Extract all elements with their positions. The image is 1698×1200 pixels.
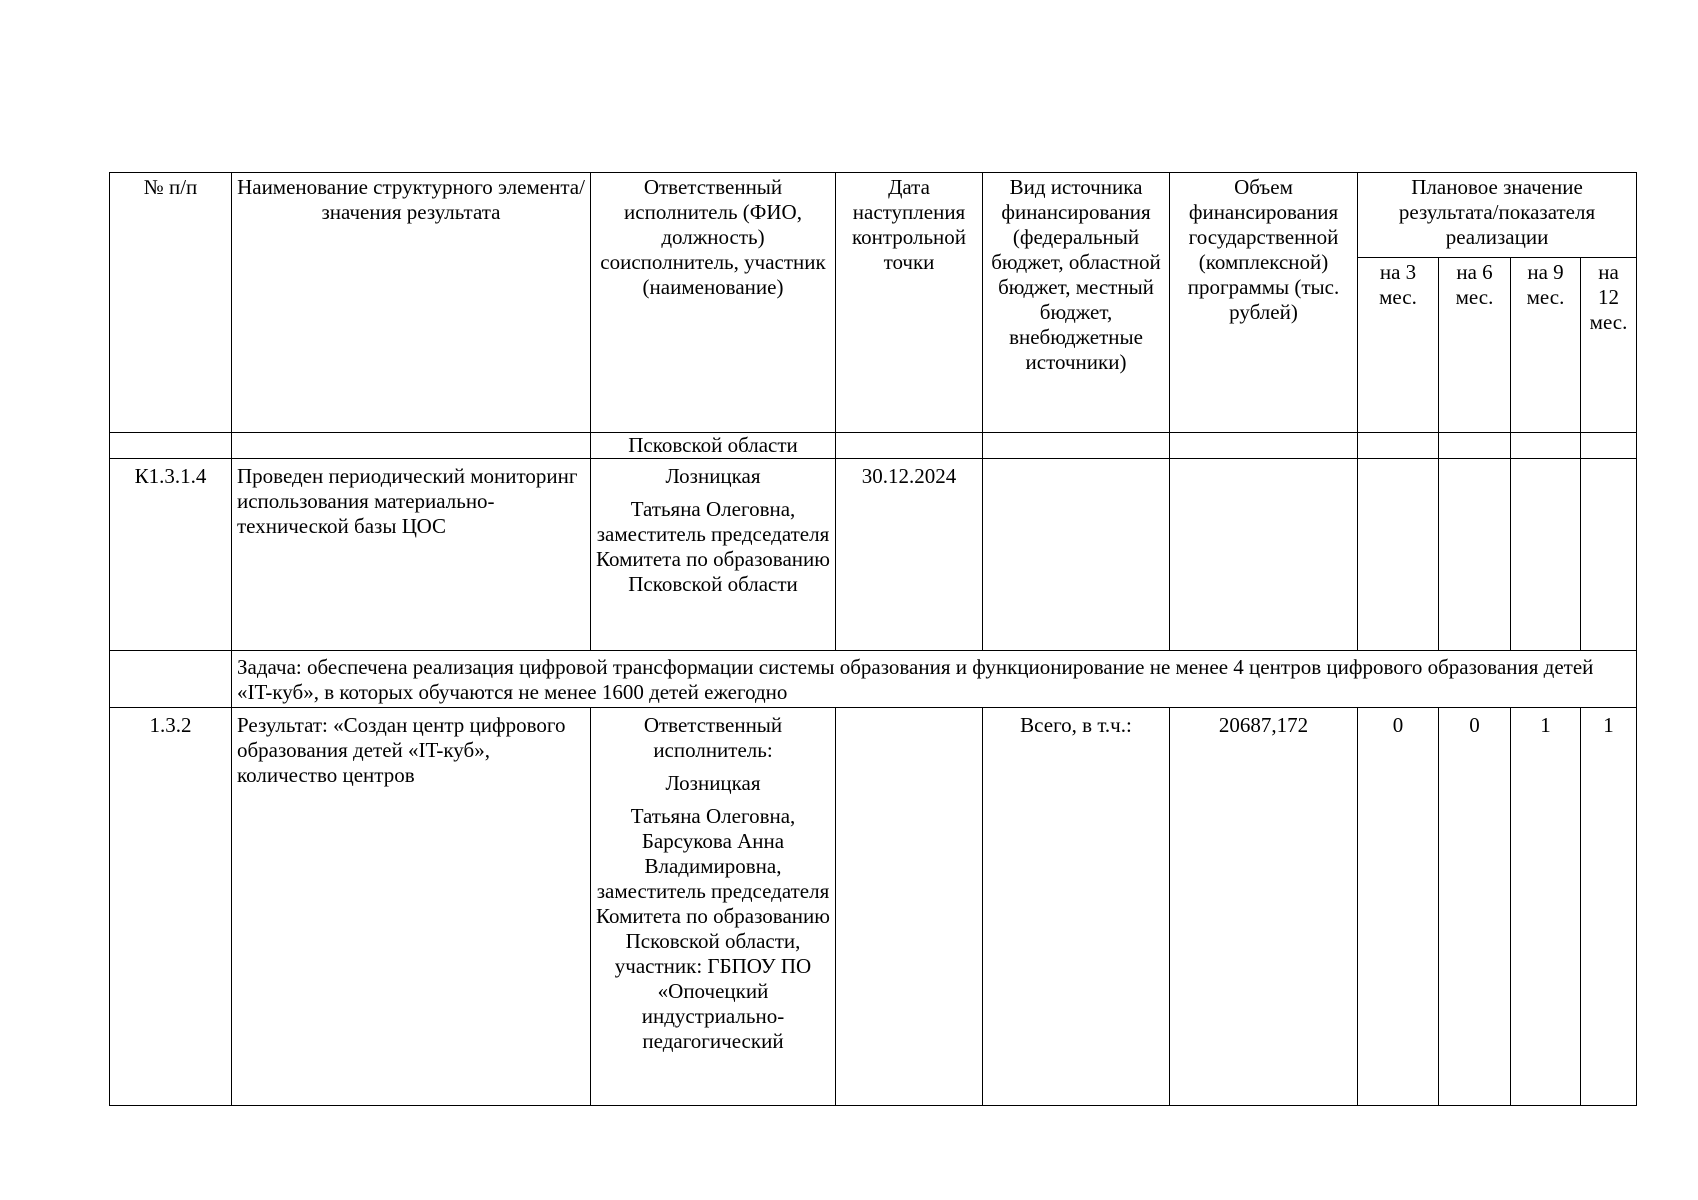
continuation-row — [110, 433, 1637, 459]
header-date: Дата наступления контрольной точки — [836, 173, 983, 433]
cell-empty — [983, 459, 1170, 651]
row-number: К1.3.1.4 — [110, 459, 232, 651]
header-volume: Объем финансирования государственной (комплексной) программы (тыс. рублей) — [1170, 173, 1358, 433]
cell-empty — [232, 433, 591, 459]
continuation-responsible: Псковской области — [591, 433, 836, 459]
row-m12: 1 — [1581, 708, 1637, 1106]
header-row — [110, 173, 1637, 258]
cell-empty — [1511, 459, 1581, 651]
responsible-surname: Лозницкая — [665, 771, 761, 795]
responsible-details: Татьяна Олеговна, Барсукова Анна Владимировна, заместитель председателя Комитета по образованию Псковской области, участник: ГБПОУ ПО «Опочецкий индустриально-педагогический — [596, 804, 830, 1053]
cell-empty — [1581, 433, 1637, 459]
cell-empty — [110, 651, 232, 708]
cell-empty — [1170, 433, 1358, 459]
table-row — [110, 708, 1637, 1106]
cell-empty — [983, 433, 1170, 459]
header-num: № п/п — [110, 173, 232, 433]
row-m6: 0 — [1439, 708, 1511, 1106]
row-number: 1.3.2 — [110, 708, 232, 1106]
row-volume: 20687,172 — [1170, 708, 1358, 1106]
row-date — [836, 708, 983, 1106]
task-row — [110, 651, 1637, 708]
row-responsible — [591, 708, 836, 1106]
cell-empty — [1358, 433, 1439, 459]
responsible-label: Ответственный исполнитель: — [643, 713, 783, 762]
paragraph-gap — [596, 796, 830, 804]
row-m9: 1 — [1511, 708, 1581, 1106]
paragraph-gap — [596, 763, 830, 771]
row-responsible — [591, 459, 836, 651]
header-name: Наименование структурного элемента/ значения результата — [232, 173, 591, 433]
cell-empty — [110, 433, 232, 459]
header-source: Вид источника финансирования (федеральный бюджет, областной бюджет, местный бюджет, внебюджетные источники) — [983, 173, 1170, 433]
cell-empty — [836, 433, 983, 459]
row-name: Проведен периодический мониторинг использования материально-технической базы ЦОС — [232, 459, 591, 651]
row-source: Всего, в т.ч.: — [983, 708, 1170, 1106]
header-m6: на 6 мес. — [1439, 258, 1511, 433]
paragraph-gap — [596, 489, 830, 497]
header-m12: на 12 мес. — [1581, 258, 1637, 433]
header-m3: на 3 мес. — [1358, 258, 1439, 433]
row-date: 30.12.2024 — [836, 459, 983, 651]
cell-empty — [1170, 459, 1358, 651]
table-row — [110, 459, 1637, 651]
cell-empty — [1511, 433, 1581, 459]
cell-empty — [1439, 433, 1511, 459]
header-responsible: Ответственный исполнитель (ФИО, должность) соисполнитель, участник (наименование) — [591, 173, 836, 433]
cell-empty — [1581, 459, 1637, 651]
row-m3: 0 — [1358, 708, 1439, 1106]
cell-empty — [1358, 459, 1439, 651]
header-m9: на 9 мес. — [1511, 258, 1581, 433]
plan-table — [109, 172, 1637, 1106]
row-name: Результат: «Создан центр цифрового образования детей «IT-куб», количество центров — [232, 708, 591, 1106]
cell-empty — [1439, 459, 1511, 651]
task-text: Задача: обеспечена реализация цифровой трансформации системы образования и функционирование не менее 4 центров цифрового образования детей «IT-куб», в которых обучаются не менее 1600 детей ежегодно — [232, 651, 1637, 708]
responsible-surname: Лозницкая — [665, 464, 761, 488]
header-planned: Плановое значение результата/показателя реализации — [1358, 173, 1637, 258]
responsible-details: Татьяна Олеговна, заместитель председателя Комитета по образованию Псковской области — [596, 497, 830, 596]
